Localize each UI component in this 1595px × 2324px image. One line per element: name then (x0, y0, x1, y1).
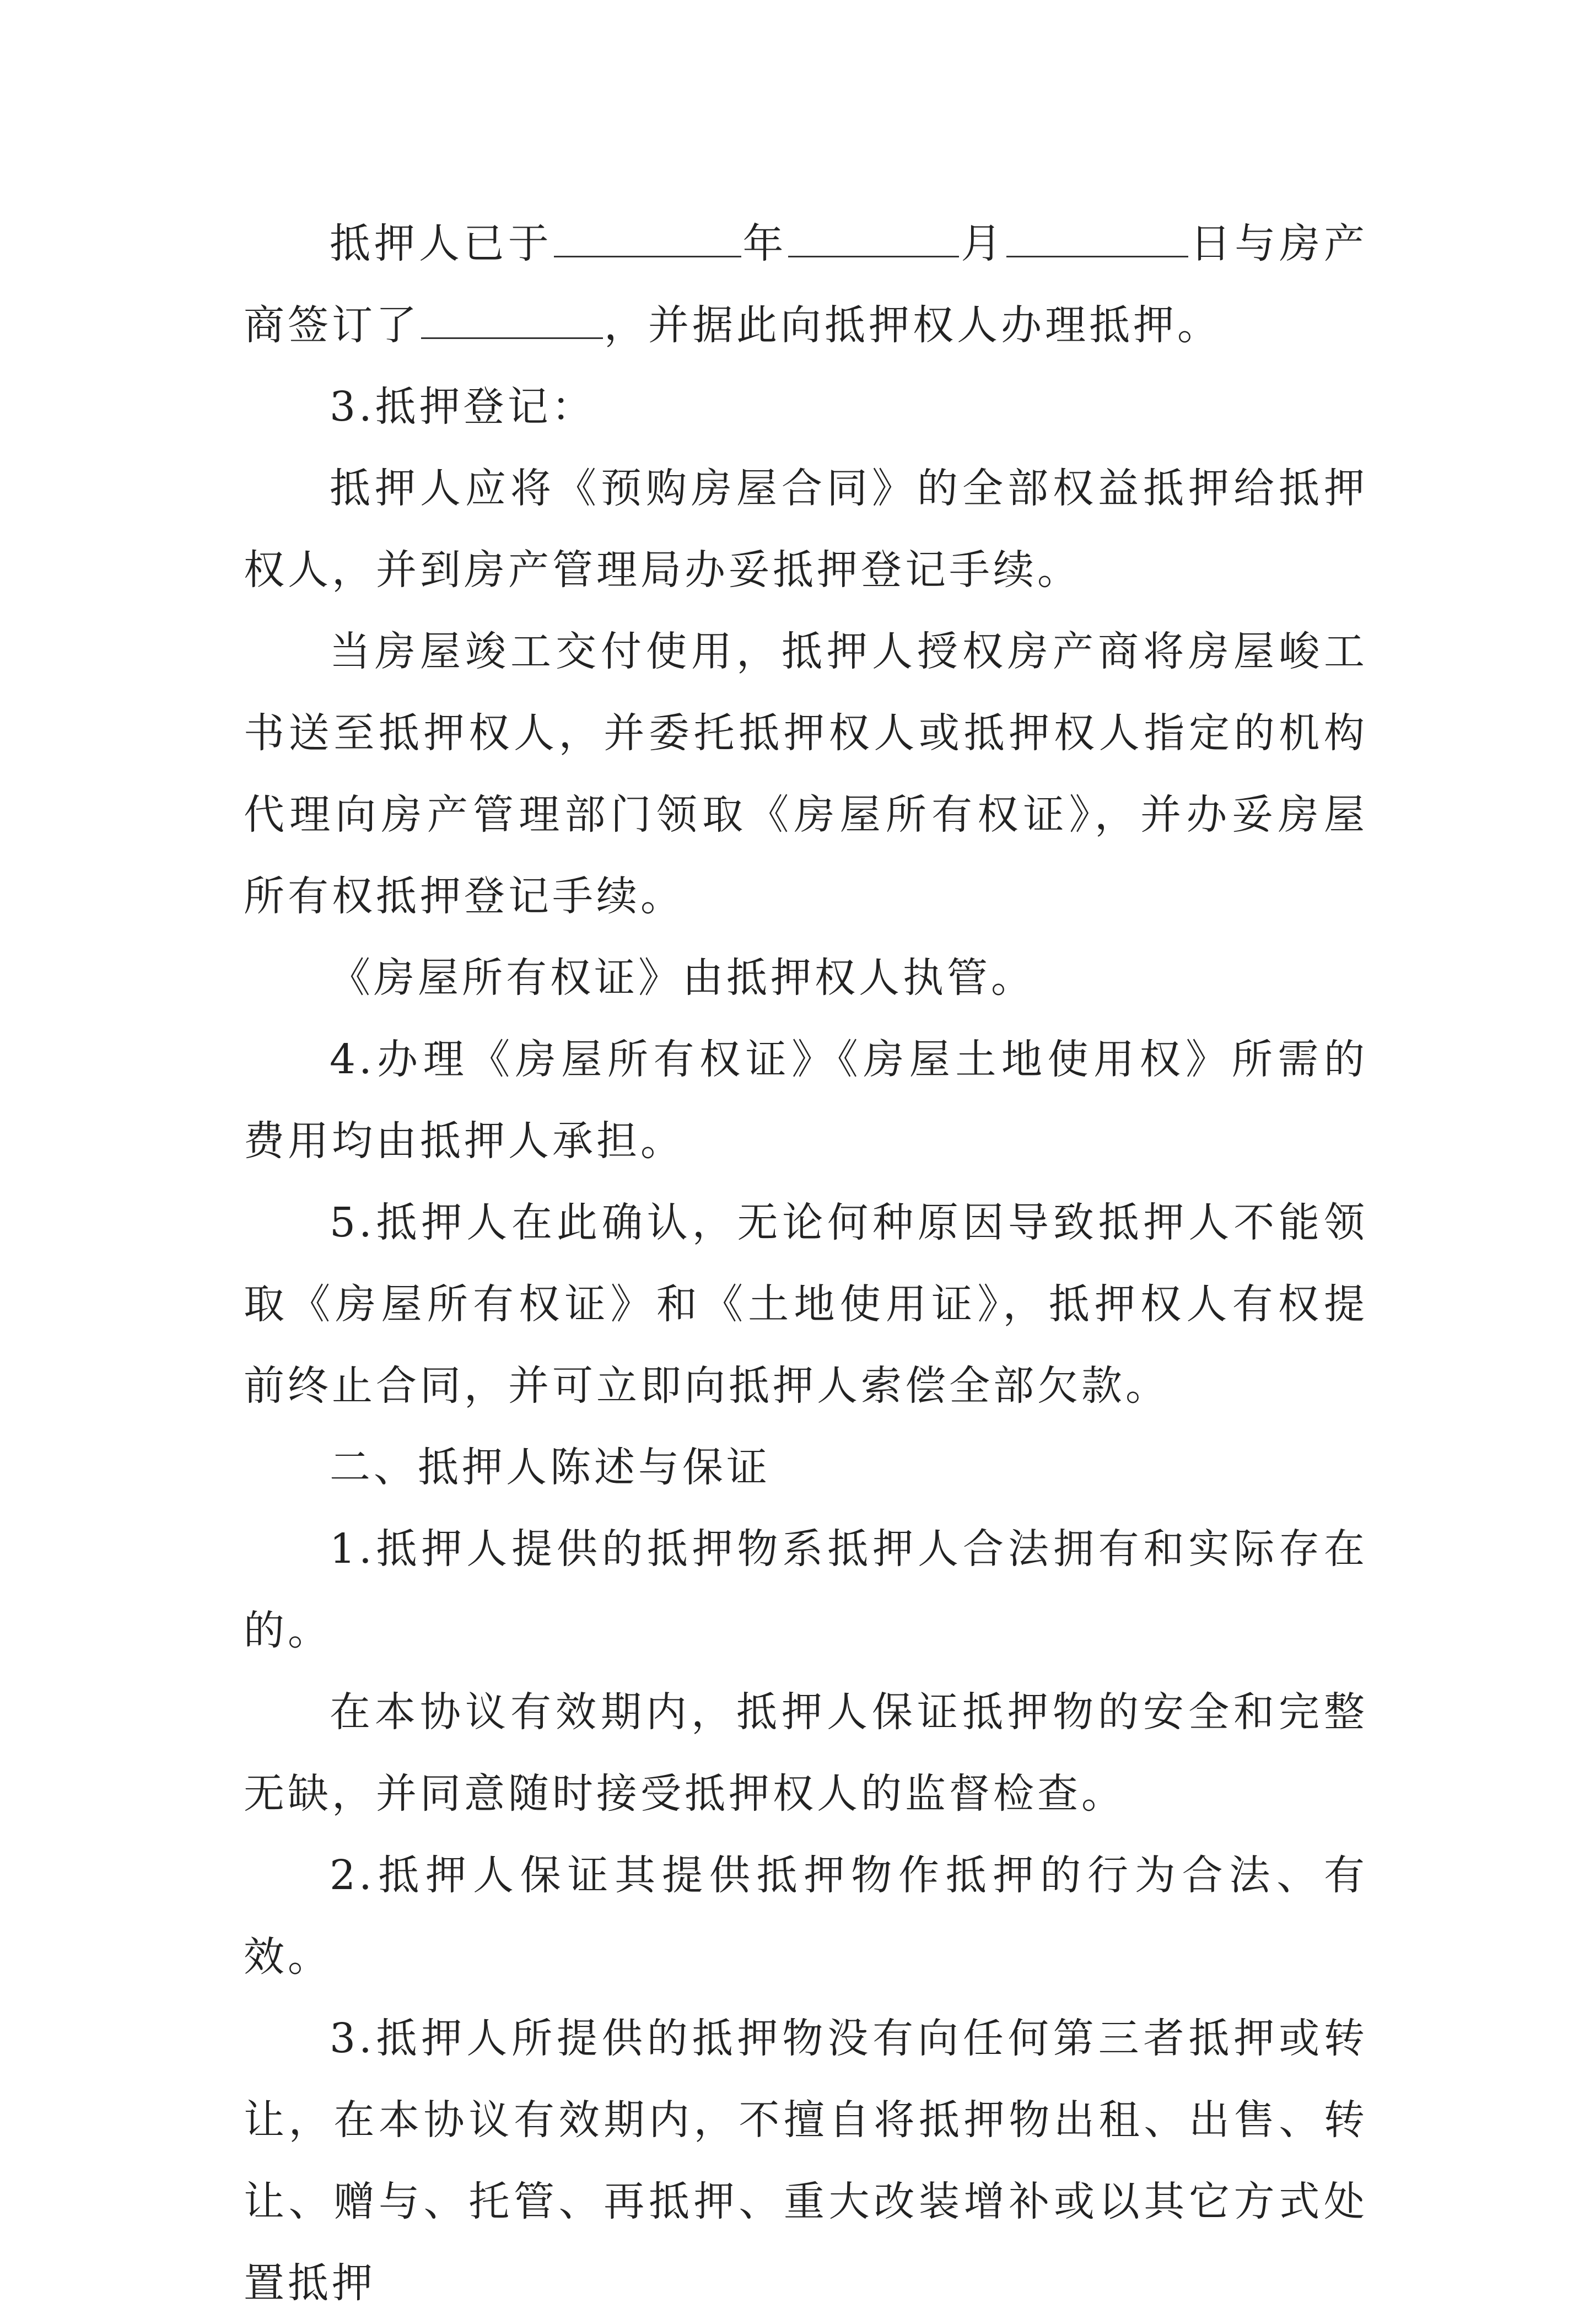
text-month: 月 (960, 220, 1006, 267)
blank-month (788, 223, 959, 257)
paragraph-fees: 4.办理《房屋所有权证》《房屋土地使用权》所需的费用均由抵押人承担。 (244, 1036, 1368, 1165)
text-prefix: 抵押人已于 (330, 220, 553, 267)
text-year: 年 (742, 220, 788, 267)
text-end: ，并据此向抵押权人办理抵押。 (604, 302, 1221, 349)
paragraph-completion: 当房屋竣工交付使用，抵押人授权房产商将房屋峻工书送至抵押权人，并委托抵押权人或抵押权人指定的机构代理向房产管理部门领取《房屋所有权证》，并办妥房屋所有权抵押登记手续。 (244, 628, 1368, 920)
paragraph-confirmation: 5.抵押人在此确认，无论何种原因导致抵押人不能领取《房屋所有权证》和《土地使用证》，抵押权人有权提前终止合同，并可立即向抵押人索偿全部欠款。 (244, 1199, 1368, 1410)
paragraph-no-third-party: 3.抵押人所提供的抵押物没有向任何第三者抵押或转让，在本协议有效期内，不擅自将抵押物出租、出售、转让、赠与、托管、再抵押、重大改装增补或以其它方式处置抵押 (244, 2015, 1368, 2307)
section-heading-representations: 二、抵押人陈述与保证 (330, 1444, 770, 1491)
paragraph-registration: 抵押人应将《预购房屋合同》的全部权益抵押给抵押权人，并到房产管理局办妥抵押登记手续。 (244, 465, 1368, 594)
blank-year (554, 223, 741, 257)
paragraph-heading-registration: 3.抵押登记： (330, 383, 596, 431)
paragraph-certificate-custody: 《房屋所有权证》由抵押权人执管。 (330, 954, 1035, 1002)
paragraph-safety: 在本协议有效期内，抵押人保证抵押物的安全和完整无缺，并同意随时接受抵押权人的监督检查。 (244, 1688, 1368, 1817)
blank-day (1006, 223, 1188, 257)
document-body (244, 203, 1368, 2324)
blank-contract (421, 304, 603, 339)
paragraph-legality: 2.抵押人保证其提供抵押物作抵押的行为合法、有效。 (244, 1852, 1368, 1981)
text-suffix: 日与房产商签订了 (244, 220, 1368, 349)
paragraph-signing-date (244, 203, 1368, 366)
paragraph-ownership: 1.抵押人提供的抵押物系抵押人合法拥有和实际存在的。 (244, 1525, 1368, 1654)
